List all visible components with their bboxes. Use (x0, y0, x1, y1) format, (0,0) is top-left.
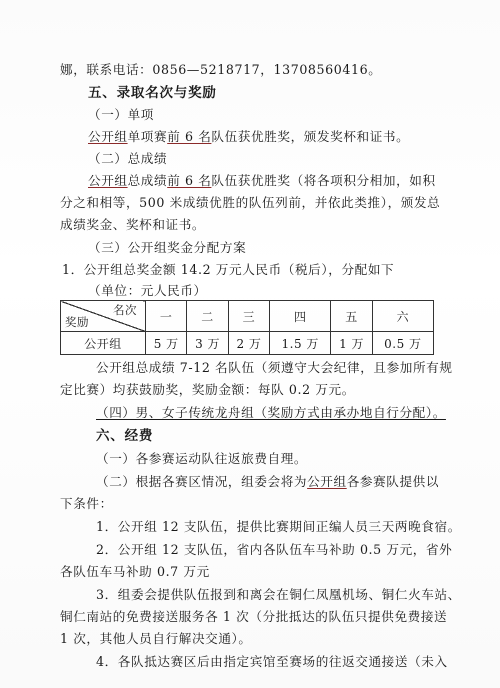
row-label: 公开组 (61, 332, 146, 355)
prize-cell: 1.5 万 (270, 332, 331, 355)
condition-4: 4．各队抵达赛区后由指定宾馆至赛场的往返交通接送（未入 (96, 654, 448, 669)
subsection-1-title: （一）单项 (88, 107, 154, 122)
text-segment: 总成绩 (127, 173, 168, 188)
open-group-underlined: 公开组 (88, 173, 128, 188)
rank-header: 三 (228, 301, 269, 332)
rank-header: 一 (146, 301, 187, 332)
top6-underlined: 前 6 名 (167, 129, 212, 144)
contact-line: 娜，联系电话：0856—5218717，13708560416。 (60, 62, 382, 77)
subsection-2-line-2: 分之和相等，500 米成绩优胜的队伍列前，并依此类推），颁发总 (60, 195, 441, 210)
subsection-2-line-1 (88, 173, 444, 189)
text-segment: （二）根据各赛区情况，组委会将为 (96, 474, 308, 489)
open-group-underlined: 公开组 (307, 474, 347, 489)
rank-header: 六 (372, 301, 433, 332)
prize-table (60, 300, 434, 355)
rank-header: 五 (331, 301, 372, 332)
top6-underlined: 前 6 名 (167, 173, 212, 188)
table-corner-cell (61, 301, 146, 332)
text-segment: 队伍获优胜奖，颁发奖杯和证书。 (211, 129, 410, 144)
table-row (61, 332, 434, 355)
condition-3-line-3: 1 次，其他人员自行解决交通）。 (60, 631, 252, 646)
prize-cell: 1 万 (331, 332, 372, 355)
condition-1: 1．公开组 12 支队伍，提供比赛期间正编人员三天两晚食宿。 (96, 519, 461, 534)
s6-item-2-line-2: 下条件： (60, 496, 113, 511)
open-group-underlined: 公开组 (88, 129, 128, 144)
rank-header: 二 (187, 301, 228, 332)
encouragement-line-2: 定比赛）均获鼓励奖，奖励金额：每队 0.2 万元。 (60, 382, 355, 397)
rank-header: 四 (270, 301, 331, 332)
unit-label: （单位：元人民币） (88, 283, 207, 298)
section-5-title: 五、录取名次与奖励 (88, 85, 217, 101)
table-header-row (61, 301, 434, 332)
encouragement-line-1: 公开组总成绩 7-12 名队伍（须遵守大会纪律，且参加所有规 (96, 360, 453, 375)
subsection-2-line-3: 成绩奖金、奖杯和证书。 (60, 217, 206, 232)
condition-2-line-1: 2．公开组 12 支队伍，省内各队伍车马补助 0.5 万元，省外 (96, 542, 453, 557)
dragon-boat-group-text: （四）男、女子传统龙舟组（奖励方式由承办地自行分配）。 (96, 405, 446, 420)
text-segment: 各参赛队提供以 (346, 474, 440, 489)
corner-bottom-label: 奖励 (65, 315, 89, 329)
prize-cell: 5 万 (146, 332, 187, 355)
prize-cell: 3 万 (187, 332, 228, 355)
s6-item-1: （一）各参赛运动队往返旅费自理。 (96, 451, 308, 466)
subsection-2-title: （二）总成绩 (88, 151, 168, 166)
text-segment: 队伍获优胜奖（将各项积分相加，如积 (211, 173, 436, 188)
prize-cell: 0.5 万 (372, 332, 433, 355)
prize-total-line: 1．公开组总奖金额 14.2 万元人民币（税后），分配如下 (62, 262, 395, 277)
text-segment: 单项赛 (127, 129, 168, 144)
condition-3-line-2: 铜仁南站的免费接送服务各 1 次（分批抵达的队伍只提供免费接送 (60, 609, 448, 624)
section-6-title: 六、经费 (96, 428, 154, 444)
corner-top-label: 名次 (113, 303, 137, 317)
subsection-3-title: （三）公开组奖金分配方案 (88, 240, 247, 255)
subsection-4 (96, 405, 444, 421)
condition-2-line-2: 各队伍车马补助 0.7 万元 (60, 564, 210, 579)
s6-item-2-line-1 (96, 474, 444, 490)
prize-cell: 2 万 (228, 332, 269, 355)
subsection-1-text (88, 129, 444, 145)
condition-3-line-1: 3．组委会提供队伍报到和离会在铜仁凤凰机场、铜仁火车站、 (96, 587, 461, 602)
